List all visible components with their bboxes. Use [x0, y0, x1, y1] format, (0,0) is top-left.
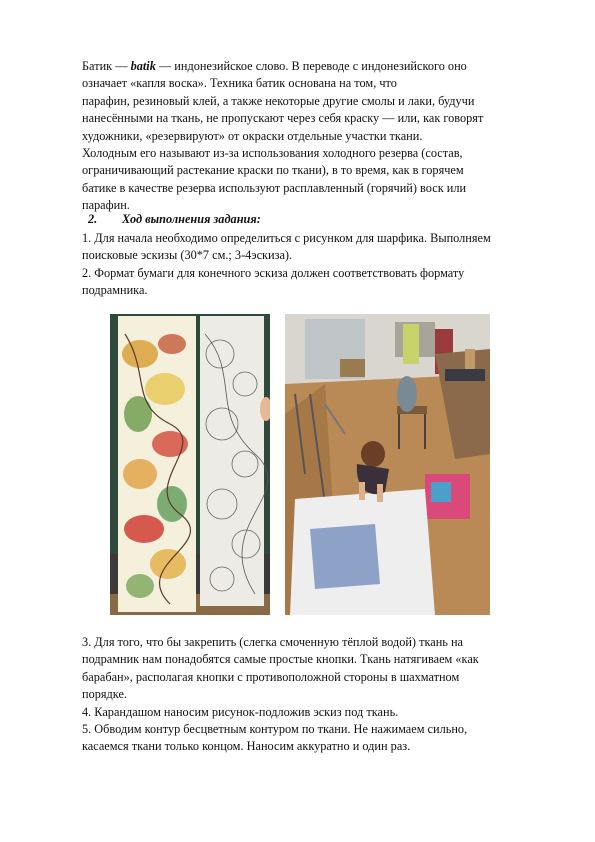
- intro-line-7: ограничивающий растекание краски по ткани), в то время, как в горячем: [82, 163, 464, 178]
- intro-paragraph: [82, 58, 552, 215]
- intro-line-4: нанесёнными на ткань, не пропускают через себя краску — или, как говорят: [82, 111, 484, 126]
- batik-latin-word: batik: [130, 59, 156, 73]
- section-title: Ход выполнения задания:: [122, 212, 261, 226]
- step-3-line-2: подрамник нам понадобятся самые простые кнопки. Ткань натягиваем «как: [82, 652, 479, 667]
- section-heading: [88, 212, 261, 227]
- intro-line-1-rest: — индонезийское слово. В переводе с индонезийского оно: [155, 59, 467, 73]
- step-5-line-2: касаемся ткани только концом. Наносим аккуратно и один раз.: [82, 739, 411, 754]
- intro-line-5: художники, «резервируют» от окраски отдельные участки ткани.: [82, 128, 423, 143]
- step-2-line-2: подрамника.: [82, 283, 148, 298]
- step-4-line-1: 4. Карандашом наносим рисунок-подложив эскиз под ткань.: [82, 704, 399, 719]
- intro-line-1: [82, 58, 552, 75]
- section-number: 2.: [88, 212, 98, 226]
- intro-line-1-prefix: Батик —: [82, 59, 131, 73]
- step-3-line-3: барабан», располагая кнопки с противоположной стороны в шахматном: [82, 669, 460, 684]
- step-5-line-1: 5. Обводим контур бесцветным контуром по ткани. Не нажимаем сильно,: [82, 722, 468, 737]
- step-2-line-1: 2. Формат бумаги для конечного эскиза должен соответствовать формату: [82, 265, 465, 280]
- steps-bottom: [82, 634, 552, 756]
- step-3-line-1: 3. Для того, что бы закрепить (слегка смоченную тёплой водой) ткань на: [82, 635, 464, 649]
- intro-line-8: батике в качестве резерва используют расплавленный (горячий) воск или: [82, 180, 467, 195]
- intro-line-9: парафин.: [82, 198, 130, 213]
- intro-line-3: парафин, резиновый клей, а также некоторые другие смолы и лаки, будучи: [82, 93, 475, 108]
- step-1-line-1: 1. Для начала необходимо определиться с рисунком для шарфика. Выполняем: [82, 231, 491, 245]
- step-3-line-4: порядке.: [82, 687, 127, 702]
- classroom-floor-drawing-photo: [285, 314, 490, 615]
- intro-line-6: Холодным его называют из-за использования холодного резерва (состав,: [82, 146, 463, 161]
- steps-top: [82, 230, 552, 300]
- intro-line-2: означает «капля воска». Техника батик основана на том, что: [82, 76, 397, 91]
- step-1-line-2: поисковые эскизы (30*7 см.; 3-4эскиза).: [82, 248, 293, 263]
- batik-scarf-sketches-photo: [110, 314, 270, 615]
